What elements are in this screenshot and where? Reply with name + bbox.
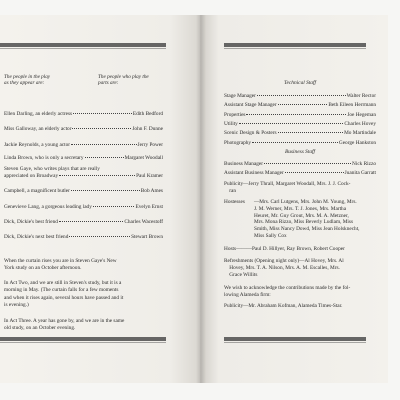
cast-role: Campbell, a magnificent butler bbox=[4, 188, 70, 194]
cast-row bbox=[4, 166, 163, 180]
business-staff-title: Business Staff bbox=[284, 149, 316, 155]
cast-actor: Edith Bedford bbox=[132, 111, 163, 117]
bottom-rule bbox=[224, 337, 366, 341]
staff-role: Utility bbox=[224, 120, 238, 127]
cast-role: Miss Galloway, an elderly actor bbox=[4, 126, 72, 132]
staff-row bbox=[224, 170, 376, 177]
cast-actor: Bob Ames bbox=[140, 188, 163, 194]
cast-role: Jackie Reynolds, a young actor bbox=[4, 142, 71, 148]
cast-row bbox=[4, 234, 163, 241]
hosts-credit: Hosts———Paul D. Hillyer, Ray Brown, Robert Cooper bbox=[224, 246, 345, 252]
hostesses-label: Hostesses bbox=[224, 199, 245, 205]
leader-dots bbox=[93, 206, 135, 207]
hostesses-credit bbox=[224, 199, 378, 240]
cast-role: Genevieve Lang, a gorgeous leading lady bbox=[4, 204, 92, 210]
right-page bbox=[200, 15, 388, 383]
staff-row bbox=[224, 112, 376, 119]
cast-row bbox=[4, 219, 163, 226]
cast-actor: Evelyn Ernst bbox=[135, 204, 163, 210]
cast-row bbox=[4, 111, 163, 118]
staff-role: Assistant Stage Manager bbox=[224, 102, 277, 109]
staff-role: Business Manager bbox=[224, 161, 263, 167]
cast-row bbox=[4, 204, 163, 211]
cast-role: Dick, Dickie's next best friend bbox=[4, 234, 69, 240]
cast-actor: Paul Kramer bbox=[136, 173, 163, 179]
leader-dots bbox=[257, 95, 346, 96]
staff-row bbox=[224, 121, 376, 128]
leader-dots bbox=[71, 190, 140, 191]
cast-role: appreciated on Broadway bbox=[4, 173, 59, 179]
publicity-firm: Publicity—Mr. Abraham Kofman, Alameda Times-Star. bbox=[224, 303, 343, 309]
cast-actor: Charles Wacestoff bbox=[124, 219, 163, 225]
cast-row bbox=[4, 155, 163, 162]
bottom-rule bbox=[0, 337, 166, 341]
leader-dots bbox=[278, 104, 328, 105]
staff-name: Juanita Garratt bbox=[344, 170, 376, 177]
left-page bbox=[0, 15, 200, 383]
staff-role: Photography bbox=[224, 139, 252, 146]
staff-row bbox=[224, 161, 376, 168]
leader-dots bbox=[285, 172, 344, 173]
leader-dots bbox=[85, 157, 124, 158]
acknowledgement: We wish to acknowledge the contributions made by the fol- lowing Alameda firm: bbox=[224, 285, 351, 298]
staff-name: George Hankston bbox=[338, 139, 376, 146]
leader-dots bbox=[69, 236, 130, 237]
cast-role: Linda Brown, who is only a secretary bbox=[4, 155, 84, 161]
cast-actor: Jerry Power bbox=[137, 142, 163, 148]
publicity-credit: Publicity—Jerry Thrall, Margaret Woodall, Mrs. J. J. Cock- ran bbox=[224, 181, 351, 194]
staff-role: Properties bbox=[224, 111, 246, 118]
staff-row bbox=[224, 140, 376, 147]
header-players: The people who play the parts are: bbox=[98, 74, 149, 87]
top-rule bbox=[0, 43, 166, 47]
staff-row bbox=[224, 102, 376, 109]
leader-dots bbox=[71, 144, 137, 145]
cast-row bbox=[4, 188, 163, 195]
leader-dots bbox=[264, 163, 351, 164]
staff-name: Nick Rizzo bbox=[352, 161, 376, 167]
staff-name: Walter Rector bbox=[346, 93, 376, 99]
staff-name: Charles Hovey bbox=[344, 120, 376, 127]
technical-staff-title: Technical Staff bbox=[284, 80, 316, 86]
staff-name: Mo Martindale bbox=[344, 130, 376, 137]
cast-actor: Stewart Brown bbox=[131, 234, 163, 240]
cast-row bbox=[4, 126, 163, 133]
leader-dots bbox=[59, 175, 135, 176]
refreshments-credit: Refreshments (Opening night only)—Al Hovey, Mrs. Al Hovey, Mrs. T. A. Nilson, Mrs. A. M. Escalles, Mrs. Grace Willits bbox=[224, 258, 344, 278]
cast-actor: John F. Dunne bbox=[132, 126, 163, 132]
leader-dots bbox=[239, 123, 344, 124]
staff-name: Joe Hegeman bbox=[347, 111, 376, 118]
cast-role-line: Steven Gaye, who writes plays that are really bbox=[4, 166, 100, 172]
cast-role: Ellen Darling, an elderly actress bbox=[4, 111, 73, 117]
staff-name: Beth Eileen Herrmann bbox=[328, 102, 376, 109]
cast-actor: Margaret Woodall bbox=[124, 155, 163, 161]
setting-act-one: When the curtain rises you are in Steven Gaye's New York study on an October afternoon. bbox=[4, 258, 117, 272]
staff-role: Scenic Design & Posters bbox=[224, 130, 277, 137]
staff-row bbox=[224, 93, 376, 100]
cast-row bbox=[4, 142, 163, 149]
leader-dots bbox=[246, 114, 346, 115]
leader-dots bbox=[73, 113, 132, 114]
leader-dots bbox=[252, 142, 338, 143]
staff-role: Assistant Business Manager bbox=[224, 170, 284, 177]
header-people: The people in the play as they appear are: bbox=[4, 74, 51, 87]
leader-dots bbox=[278, 132, 344, 133]
setting-act-three: In Act Three. A year has gone by, and we are in the same old study, on an October evening. bbox=[4, 318, 125, 332]
leader-dots bbox=[72, 128, 131, 129]
staff-role: Stage Manager bbox=[224, 93, 256, 99]
staff-row bbox=[224, 130, 376, 137]
setting-act-two: In Act Two, and we are still in Steven's study, but it is a morning in May. (The curtain falls for a few moments and when it rises again, several hours have passed and it is evening.) bbox=[4, 280, 124, 308]
leader-dots bbox=[59, 221, 123, 222]
cast-role: Dick, Dickie's best friend bbox=[4, 219, 58, 225]
binding-shadow bbox=[196, 15, 206, 383]
hostesses-names: —Mrs. Carl Lutgens, Mrs. John M. Young, Mrs. J. M. Werner, Mrs. T. J. Jones, Mrs. Martha Heuret, Mr. Guy Grout, Mrs. M. A. Metzner, Mrs. Mona Rizzo, Miss Beverly Ludlam, Miss Smith, Miss Nancy Dowd, Miss Jean Holsknecht, Miss Sally Cox bbox=[254, 199, 360, 239]
top-rule bbox=[224, 43, 366, 47]
